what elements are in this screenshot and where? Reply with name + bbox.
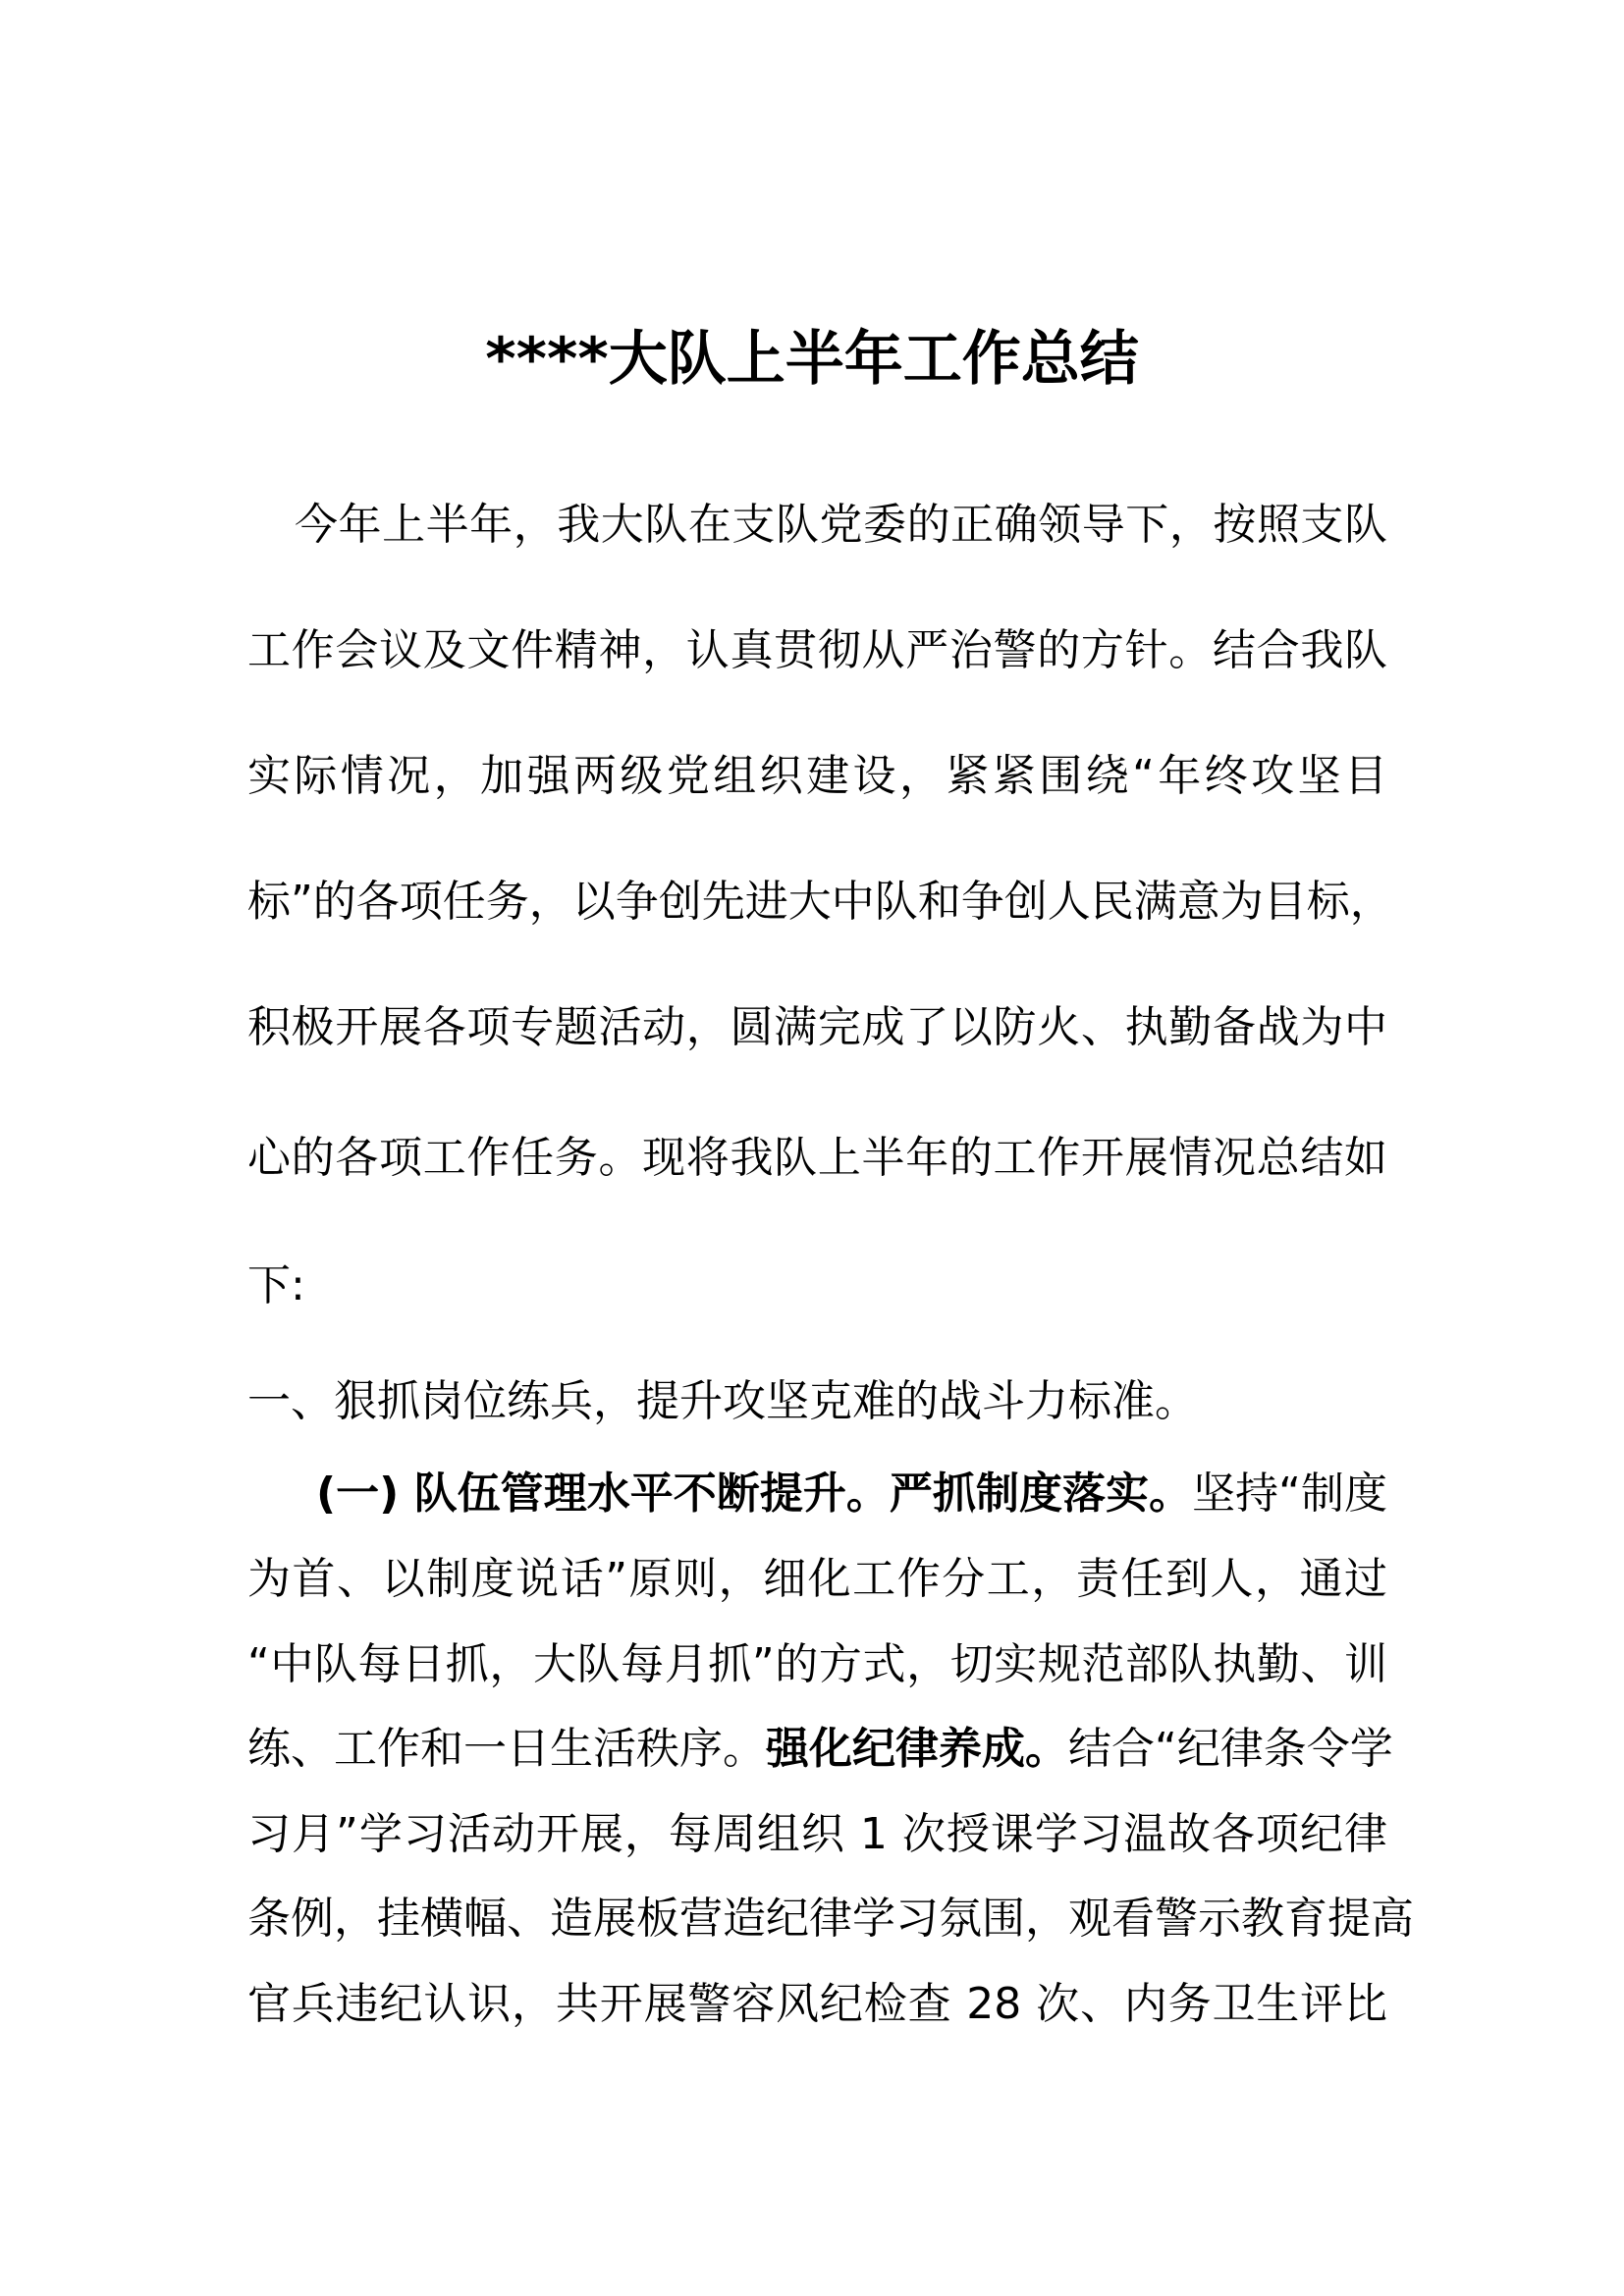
- paragraph-line: 今年上半年，我大队在支队党委的正确领导下，按照支队: [295, 500, 1387, 550]
- subsection-heading: (一) 队伍管理水平不断提升。: [316, 1468, 890, 1519]
- paragraph-line: 实际情况，加强两级党组织建设，紧紧围绕“年终攻坚目: [247, 751, 1387, 801]
- paragraph-line: 心的各项工作任务。现将我队上半年的工作开展情况总结如: [247, 1133, 1387, 1183]
- paragraph-line: 为首、以制度说话”原则，细化工作分工，责任到人，通过: [247, 1554, 1387, 1604]
- text-run: 坚持“制度: [1192, 1468, 1387, 1519]
- bold-lead: 严抓制度落实。: [889, 1468, 1193, 1519]
- paragraph-line: 官兵违纪认识，共开展警容风纪检查 28 次、内务卫生评比: [247, 1979, 1387, 2029]
- page-title: ****大队上半年工作总结: [485, 325, 1139, 394]
- paragraph-line: [247, 1720, 1393, 1779]
- bold-lead: 强化纪律养成。: [766, 1724, 1068, 1774]
- paragraph-line: 条例，挂横幅、造展板营造纪律学习氛围，观看警示教育提高: [247, 1894, 1414, 1944]
- text-run: 结合“纪律条令学: [1068, 1724, 1393, 1774]
- paragraph-line: 习月”学习活动开展，每周组织 1 次授课学习温故各项纪律: [247, 1809, 1387, 1859]
- text-run: 练、工作和一日生活秩序。: [247, 1724, 766, 1774]
- paragraph-line: 标”的各项任务，以争创先进大中队和争创人民满意为目标，: [247, 877, 1393, 927]
- paragraph-line: [316, 1465, 1387, 1523]
- paragraph-line: “中队每日抓，大队每月抓”的方式，切实规范部队执勤、训: [247, 1639, 1387, 1689]
- paragraph-line: 下:: [247, 1260, 305, 1310]
- section-heading: 一、狠抓岗位练兵，提升攻坚克难的战斗力标准。: [247, 1376, 1198, 1426]
- paragraph-line: 工作会议及文件精神，认真贯彻从严治警的方针。结合我队: [247, 625, 1387, 675]
- paragraph-line: 积极开展各项专题活动，圆满完成了以防火、执勤备战为中: [247, 1002, 1387, 1052]
